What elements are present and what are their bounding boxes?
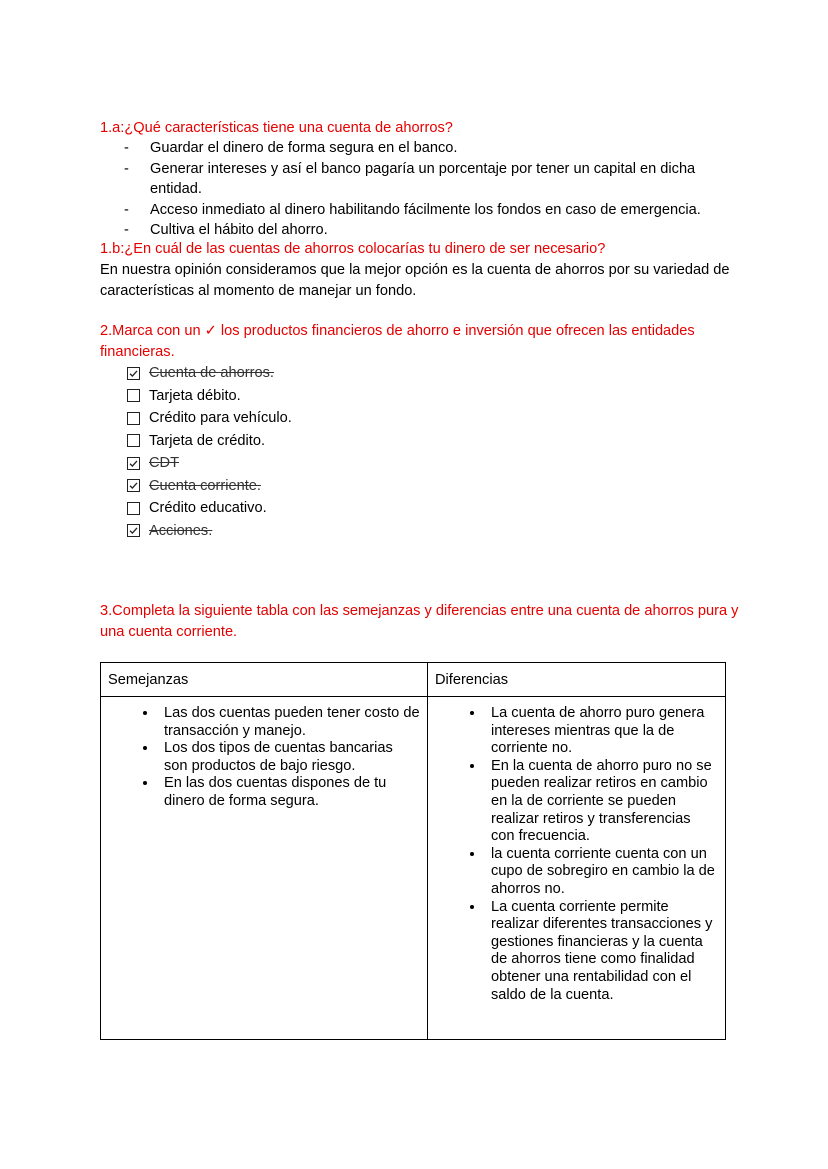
question-1b-answer: En nuestra opinión consideramos que la mejor opción es la cuenta de ahorros por su variedad de características al momento de manejar un fondo. <box>100 262 730 299</box>
list-item: - Cultiva el hábito del ahorro. <box>124 222 328 238</box>
checkmark-icon <box>128 458 139 469</box>
unchecked-checkbox[interactable] <box>127 502 140 515</box>
checkbox-label: Cuenta de ahorros. <box>149 365 274 382</box>
checkmark-icon <box>128 525 139 536</box>
list-item: • En la cuenta de ahorro puro no se pueden realizar retiros en cambio en la de corriente se pueden realizar retiros y transferencias con frecuencia. <box>485 758 718 846</box>
checkbox-list <box>127 362 292 542</box>
table-header-diferencias: Diferencias <box>428 663 726 697</box>
checked-checkbox[interactable] <box>127 524 140 537</box>
diferencias-list <box>435 705 718 1004</box>
checkmark-icon <box>128 480 139 491</box>
checkbox-label: Tarjeta de crédito. <box>149 432 266 449</box>
checkbox-label: CDT <box>149 455 179 472</box>
checkbox-label: Crédito educativo. <box>149 500 267 517</box>
diferencias-cell <box>428 697 726 1040</box>
checkbox-label: Crédito para vehículo. <box>149 410 292 427</box>
question-1a-title: 1.a:¿Qué características tiene una cuenta de ahorros? <box>100 120 453 136</box>
checkbox-label: Tarjeta débito. <box>149 387 241 404</box>
checkbox-item <box>127 385 292 408</box>
semejanzas-list <box>108 705 420 811</box>
checked-checkbox[interactable] <box>127 479 140 492</box>
unchecked-checkbox[interactable] <box>127 412 140 425</box>
list-item: • La cuenta corriente permite realizar diferentes transacciones y gestiones financieras y la cuenta de ahorros tiene como finalidad obtener una rentabilidad con el saldo de la cuenta. <box>485 899 718 1005</box>
checked-checkbox[interactable] <box>127 367 140 380</box>
unchecked-checkbox[interactable] <box>127 389 140 402</box>
checked-checkbox[interactable] <box>127 457 140 470</box>
list-item: • La cuenta de ahorro puro genera intereses mientras que la de corriente no. <box>485 705 718 758</box>
checkbox-label: Acciones. <box>149 522 213 539</box>
unchecked-checkbox[interactable] <box>127 434 140 447</box>
checkbox-label: Cuenta corriente. <box>149 477 261 494</box>
checkbox-item <box>127 497 292 520</box>
checkbox-item <box>127 475 292 498</box>
list-item: • En las dos cuentas dispones de tu dinero de forma segura. <box>158 775 420 810</box>
checkbox-item <box>127 520 292 543</box>
checkbox-item <box>127 362 292 385</box>
list-item: - Acceso inmediato al dinero habilitando fácilmente los fondos en caso de emergencia. <box>124 201 701 218</box>
list-item: - Generar intereses y así el banco pagaría un porcentaje por tener un capital en dicha entidad. <box>124 160 696 197</box>
question-2-title: 2.Marca con un ✓ los productos financieros de ahorro e inversión que ofrecen las entidades financieras. <box>100 323 695 360</box>
question-3-title: 3.Completa la siguiente tabla con las semejanzas y diferencias entre una cuenta de ahorros pura y una cuenta corriente. <box>100 603 739 640</box>
semejanzas-cell <box>101 697 428 1040</box>
checkbox-item <box>127 430 292 453</box>
list-item: • Los dos tipos de cuentas bancarias son productos de bajo riesgo. <box>158 740 420 775</box>
checkbox-item <box>127 452 292 475</box>
checkmark-icon <box>128 368 139 379</box>
checkbox-item <box>127 407 292 430</box>
list-item: - Guardar el dinero de forma segura en el banco. <box>124 140 458 156</box>
comparison-table <box>100 662 726 1040</box>
list-item: • Las dos cuentas pueden tener costo de transacción y manejo. <box>158 705 420 740</box>
question-1a-list <box>100 138 740 241</box>
list-item: • la cuenta corriente cuenta con un cupo de sobregiro en cambio la de ahorros no. <box>485 846 718 899</box>
table-header-semejanzas: Semejanzas <box>101 663 428 697</box>
question-1b-title: 1.b:¿En cuál de las cuentas de ahorros colocarías tu dinero de ser necesario? <box>100 241 606 257</box>
